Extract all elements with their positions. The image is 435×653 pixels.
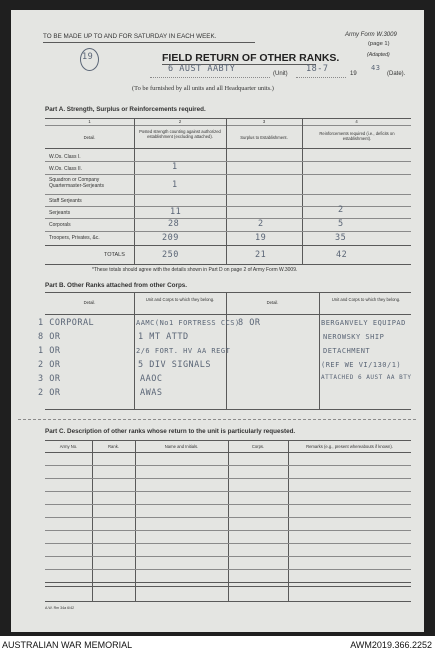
part-c-row-rule <box>45 465 411 466</box>
col-header-surplus: Surplus to Establishment. <box>240 135 288 140</box>
perforation-line <box>18 419 416 420</box>
row-reinforcements: 35 <box>335 233 347 243</box>
part-c-bottom-rule <box>45 601 411 602</box>
form-adapted: (Adapted) <box>367 52 390 58</box>
part-c-header-name: Name and Initials. <box>164 444 199 449</box>
col-header-detail: Detail. <box>83 135 96 140</box>
year-prefix: 19 <box>350 71 357 77</box>
part-b-detail: 8 OR <box>38 332 61 342</box>
part-c-row-rule <box>45 530 411 531</box>
part-b-detail: 1 CORPORAL <box>38 318 95 328</box>
unit-dots <box>150 77 270 78</box>
row-reinforcements: 5 <box>338 219 344 229</box>
page-number-handwritten: 19 <box>82 52 94 62</box>
top-note-underline <box>43 42 255 43</box>
part-b-unit: 2/6 FORT. HV AA REGT <box>136 347 231 355</box>
part-a-totals-rule <box>45 245 411 246</box>
row-surplus: 19 <box>255 233 267 243</box>
row-posted: 1 <box>172 162 178 172</box>
part-a-col-divider-3 <box>302 118 303 265</box>
part-b-bottom-rule <box>45 409 411 410</box>
part-b-unit-2: DETACHMENT <box>323 347 371 355</box>
row-surplus: 2 <box>258 219 264 229</box>
part-a-row-rule <box>45 218 411 219</box>
col-number-2: 2 <box>178 119 182 124</box>
row-detail: Squadron or Company Quartermaster-Serjeants <box>49 177 105 189</box>
row-posted: 209 <box>162 233 179 243</box>
part-c-row-rule <box>45 556 411 557</box>
top-note: TO BE MADE UP TO AND FOR SATURDAY IN EACH WEEK. <box>43 33 217 40</box>
row-detail: W.Os. Class I. <box>49 154 81 160</box>
part-b-top-rule <box>45 292 411 293</box>
part-c-row-rule <box>45 569 411 570</box>
totals-note: *These totals should agree with the details shown in Part D on page 2 of Army Form W.3009. <box>92 267 298 273</box>
part-c-row-rule <box>45 582 411 583</box>
part-a-num-rule <box>45 125 411 126</box>
part-b-detail: 3 OR <box>38 374 61 384</box>
footer-institution: AUSTRALIAN WAR MEMORIAL <box>2 640 133 650</box>
row-reinforcements: 2 <box>338 205 344 215</box>
form-page: (page 1) <box>368 41 390 47</box>
totals-surplus: 21 <box>255 250 267 260</box>
part-b-header-rule <box>45 314 411 315</box>
part-a-row-rule <box>45 161 411 162</box>
part-b-detail: 2 OR <box>38 388 61 398</box>
part-b-header-unit-2: Unit and Corps to which they belong. <box>331 297 401 302</box>
part-b-unit-2: (REF WE VI/130/1) <box>321 361 402 369</box>
col-number-3: 3 <box>262 119 266 124</box>
part-c-row-rule <box>45 491 411 492</box>
form-subtitle: (To be furnished by all units and all Headquarter units.) <box>132 85 274 92</box>
row-detail: Troopers, Privates, &c. <box>49 235 100 241</box>
unit-label: (Unit) <box>273 71 288 77</box>
part-a-col-divider-2 <box>226 118 227 265</box>
part-c-row-rule <box>45 478 411 479</box>
part-b-unit: 1 MT ATTD <box>138 332 189 342</box>
part-c-title: Part C. Description of other ranks whose return to the unit is particularly requested. <box>45 428 296 435</box>
form-id: Army Form W.3009 <box>345 32 397 38</box>
part-b-unit-2: BERGANVELY EQUIPAD <box>321 319 406 327</box>
part-b-header-detail-2: Detail. <box>266 300 279 305</box>
col-number-4: 4 <box>355 119 358 124</box>
part-b-unit: AWAS <box>140 388 163 398</box>
part-a-row-rule <box>45 206 411 207</box>
part-b-detail: 2 OR <box>38 360 61 370</box>
part-c-row-rule <box>45 543 411 544</box>
part-b-col-divider-1 <box>134 292 135 409</box>
row-detail: W.Os. Class II. <box>49 166 83 172</box>
footer-accession-number: AWM2019.366.2252 <box>350 640 432 650</box>
part-b-detail: 1 OR <box>38 346 61 356</box>
part-c-header-rank: Rank. <box>108 444 119 449</box>
part-b-unit-2: NEROWSKY SHIP <box>323 333 385 341</box>
part-b-unit: AAOC <box>140 374 163 384</box>
part-c-header-corps: Corps. <box>251 444 265 449</box>
totals-posted: 250 <box>162 250 179 260</box>
year-value: 43 <box>371 64 381 72</box>
part-c-row-rule <box>45 504 411 505</box>
row-detail: Corporals <box>49 222 71 228</box>
totals-reinforcements: 42 <box>336 250 348 260</box>
col-number-1: 1 <box>88 119 91 124</box>
form-title: FIELD RETURN OF OTHER RANKS. <box>162 52 340 64</box>
date-value: 18-7 <box>306 64 329 74</box>
part-a-title: Part A. Strength, Surplus or Reinforcements required. <box>45 106 206 113</box>
col-header-reinforcements: Reinforcements required (i.e., deficits on establishment). <box>319 131 395 141</box>
col-header-posted: Posted strength counting against authorized establishment (excluding attached). <box>139 129 221 139</box>
date-dots <box>296 77 346 78</box>
print-code: A.W. Rm 34a 6/42 <box>45 606 75 610</box>
part-c-row-rule <box>45 517 411 518</box>
row-posted: 1 <box>172 180 178 190</box>
part-a-header-rule <box>45 148 411 149</box>
unit-value: 6 AUST AABTY <box>168 64 236 74</box>
part-b-unit-2: ATTACHED 6 AUST AA BTY <box>321 374 412 381</box>
totals-label: TOTALS <box>104 252 125 258</box>
part-b-detail-2: 8 OR <box>238 318 261 328</box>
part-b-unit: AAMC(No1 FORTRESS CCS) <box>136 319 240 327</box>
part-a-row-rule <box>45 194 411 195</box>
part-b-title: Part B. Other Ranks attached from other Corps. <box>45 282 188 289</box>
part-c-header-army-no: Army No. <box>59 444 78 449</box>
part-a-col-divider-1 <box>134 118 135 265</box>
part-c-double-rule <box>45 586 411 587</box>
part-a-row-rule <box>45 174 411 175</box>
part-b-header-unit: Unit and Corps to which they belong. <box>145 297 215 302</box>
row-posted: 11 <box>170 207 182 217</box>
part-b-col-divider-3 <box>319 292 320 409</box>
part-a-bottom-rule <box>45 264 411 265</box>
part-b-header-detail: Detail. <box>83 300 96 305</box>
row-detail: Staff Serjeants <box>49 198 82 204</box>
date-label: (Date). <box>387 71 406 77</box>
row-detail: Serjeants <box>49 210 71 216</box>
row-posted: 28 <box>168 219 180 229</box>
part-c-header-remarks: Remarks (e.g., present whereabouts if known). <box>306 444 393 449</box>
part-b-unit: 5 DIV SIGNALS <box>138 360 212 370</box>
part-a-row-rule <box>45 231 411 232</box>
